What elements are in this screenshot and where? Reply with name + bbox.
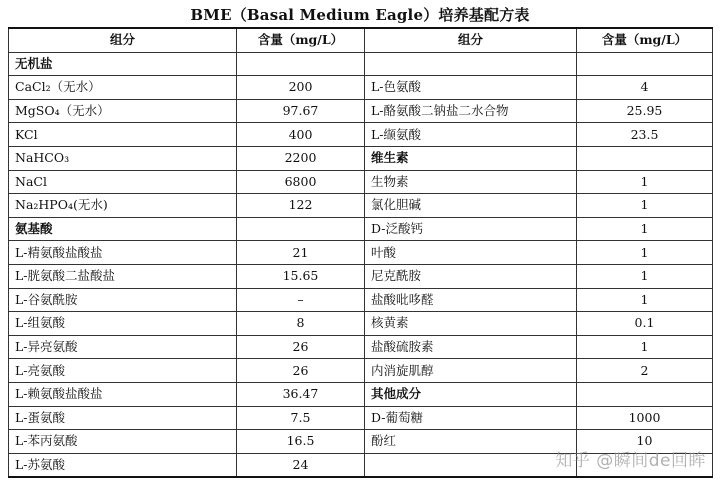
content-cell: 15.65 bbox=[237, 264, 365, 288]
content-cell: 6800 bbox=[237, 170, 365, 194]
content-cell: 36.47 bbox=[237, 382, 365, 406]
content-cell: 200 bbox=[237, 76, 365, 100]
content-cell: 1000 bbox=[577, 406, 713, 430]
header-row bbox=[9, 28, 713, 52]
table-body bbox=[9, 52, 713, 477]
content-cell: 23.5 bbox=[577, 123, 713, 147]
table-row bbox=[9, 170, 713, 194]
component-cell: L-色氨酸 bbox=[365, 76, 577, 100]
component-cell: NaCl bbox=[9, 170, 237, 194]
component-cell: L-亮氨酸 bbox=[9, 359, 237, 383]
content-cell: 8 bbox=[237, 312, 365, 336]
component-cell: 盐酸吡哆醛 bbox=[365, 288, 577, 312]
content-cell: 1 bbox=[577, 170, 713, 194]
content-cell: 1 bbox=[577, 194, 713, 218]
component-cell: NaHCO₃ bbox=[9, 146, 237, 170]
component-cell: D-葡萄糖 bbox=[365, 406, 577, 430]
content-cell: 97.67 bbox=[237, 99, 365, 123]
content-cell: 26 bbox=[237, 335, 365, 359]
content-cell: 16.5 bbox=[237, 430, 365, 454]
component-cell: 内消旋肌醇 bbox=[365, 359, 577, 383]
component-cell: 生物素 bbox=[365, 170, 577, 194]
component-cell bbox=[365, 453, 577, 477]
table-row bbox=[9, 76, 713, 100]
component-cell: 叶酸 bbox=[365, 241, 577, 265]
content-cell: 2200 bbox=[237, 146, 365, 170]
content-cell: 21 bbox=[237, 241, 365, 265]
content-cell bbox=[237, 52, 365, 76]
component-cell: L-组氨酸 bbox=[9, 312, 237, 336]
component-cell: 核黄素 bbox=[365, 312, 577, 336]
content-cell: 7.5 bbox=[237, 406, 365, 430]
content-cell: 1 bbox=[577, 241, 713, 265]
content-cell bbox=[577, 52, 713, 76]
table-row bbox=[9, 217, 713, 241]
content-cell: 24 bbox=[237, 453, 365, 477]
table-row bbox=[9, 241, 713, 265]
content-cell: 4 bbox=[577, 76, 713, 100]
component-cell: L-苯丙氨酸 bbox=[9, 430, 237, 454]
component-cell: L-蛋氨酸 bbox=[9, 406, 237, 430]
component-cell: 酚红 bbox=[365, 430, 577, 454]
table-row bbox=[9, 194, 713, 218]
content-cell bbox=[237, 217, 365, 241]
component-cell: L-酪氨酸二钠盐二水合物 bbox=[365, 99, 577, 123]
component-cell: L-缬氨酸 bbox=[365, 123, 577, 147]
content-cell: 0.1 bbox=[577, 312, 713, 336]
component-cell: 盐酸硫胺素 bbox=[365, 335, 577, 359]
table-row bbox=[9, 312, 713, 336]
header-component-right: 组分 bbox=[365, 28, 577, 52]
component-cell: L-谷氨酰胺 bbox=[9, 288, 237, 312]
component-cell: L-胱氨酸二盐酸盐 bbox=[9, 264, 237, 288]
component-cell: Na₂HPO₄(无水) bbox=[9, 194, 237, 218]
component-cell: L-赖氨酸盐酸盐 bbox=[9, 382, 237, 406]
content-cell: 25.95 bbox=[577, 99, 713, 123]
content-cell bbox=[577, 382, 713, 406]
table-row bbox=[9, 99, 713, 123]
component-cell: 其他成分 bbox=[365, 382, 577, 406]
table-row bbox=[9, 52, 713, 76]
table-row bbox=[9, 335, 713, 359]
component-cell: CaCl₂（无水） bbox=[9, 76, 237, 100]
content-cell: 2 bbox=[577, 359, 713, 383]
table-row bbox=[9, 146, 713, 170]
table-row bbox=[9, 359, 713, 383]
content-cell: 26 bbox=[237, 359, 365, 383]
component-cell: 无机盐 bbox=[9, 52, 237, 76]
component-cell: MgSO₄（无水） bbox=[9, 99, 237, 123]
component-cell: L-异亮氨酸 bbox=[9, 335, 237, 359]
table-row bbox=[9, 406, 713, 430]
component-cell: 尼克酰胺 bbox=[365, 264, 577, 288]
header-content-left: 含量（mg/L） bbox=[237, 28, 365, 52]
table-row bbox=[9, 123, 713, 147]
table-row bbox=[9, 288, 713, 312]
component-cell: L-苏氨酸 bbox=[9, 453, 237, 477]
formula-table bbox=[8, 27, 713, 478]
watermark: 知乎 @瞬间de回眸 bbox=[555, 451, 706, 471]
table-row bbox=[9, 264, 713, 288]
content-cell: 400 bbox=[237, 123, 365, 147]
component-cell bbox=[365, 52, 577, 76]
table-row bbox=[9, 382, 713, 406]
content-cell: 1 bbox=[577, 217, 713, 241]
component-cell: D-泛酸钙 bbox=[365, 217, 577, 241]
content-cell: 1 bbox=[577, 335, 713, 359]
component-cell: 氯化胆碱 bbox=[365, 194, 577, 218]
header-component-left: 组分 bbox=[9, 28, 237, 52]
content-cell: 1 bbox=[577, 264, 713, 288]
component-cell: KCl bbox=[9, 123, 237, 147]
component-cell: 维生素 bbox=[365, 146, 577, 170]
content-cell: 1 bbox=[577, 288, 713, 312]
component-cell: L-精氨酸盐酸盐 bbox=[9, 241, 237, 265]
component-cell: 氨基酸 bbox=[9, 217, 237, 241]
content-cell: 122 bbox=[237, 194, 365, 218]
header-content-right: 含量（mg/L） bbox=[577, 28, 713, 52]
content-cell bbox=[577, 146, 713, 170]
table-title: BME（Basal Medium Eagle）培养基配方表 bbox=[190, 6, 530, 24]
content-cell: – bbox=[237, 288, 365, 312]
content-cell: 10 bbox=[577, 430, 713, 454]
